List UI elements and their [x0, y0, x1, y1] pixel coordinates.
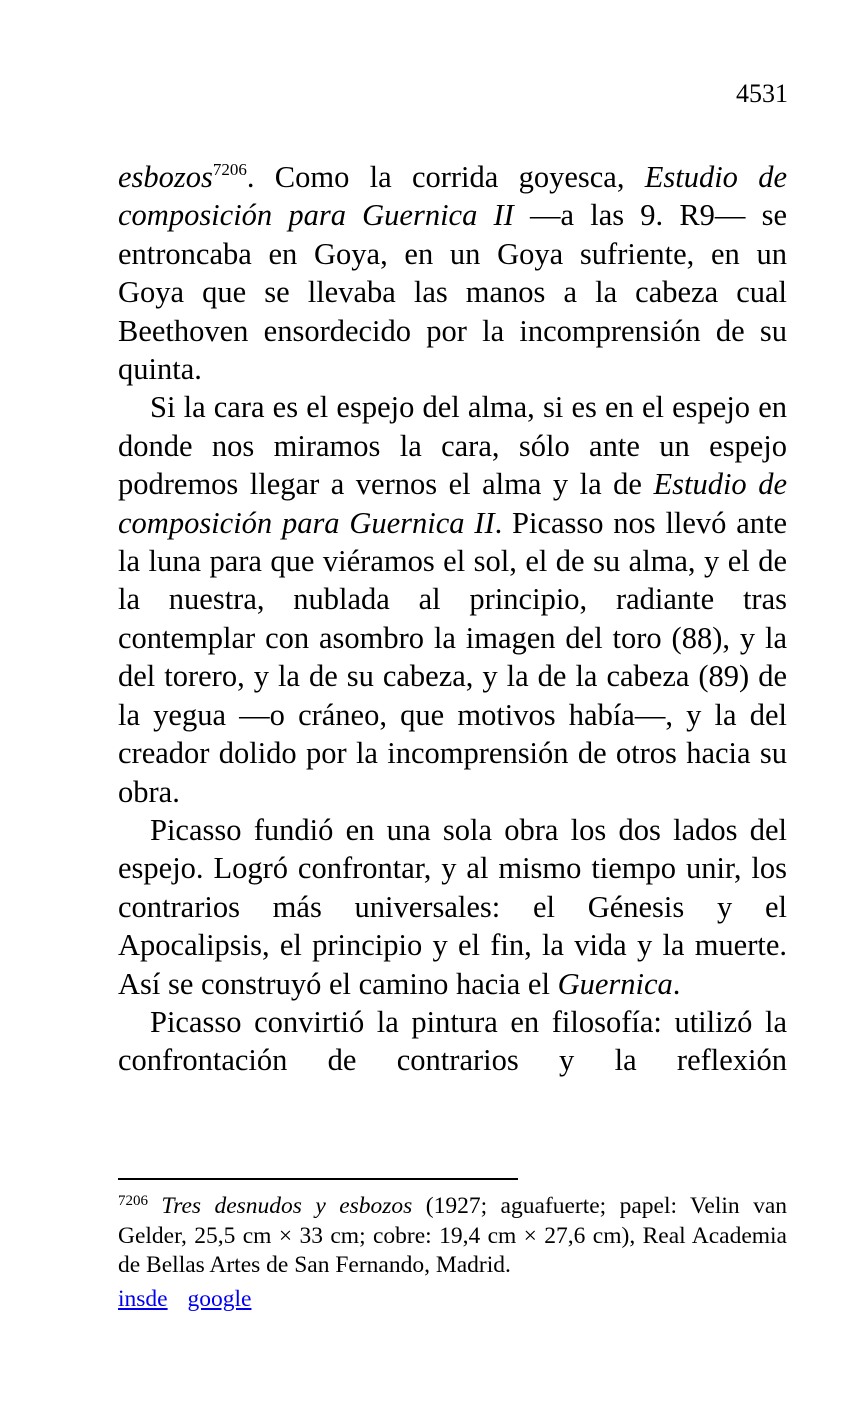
italic-title: Estudio de composición para Guernica II — [118, 160, 787, 233]
footnote-divider — [118, 1178, 518, 1180]
paragraph-text: . Picasso nos llevó ante la luna para que viéramos el sol, el de su alma, y el de la nuestra, nublada al principio, radiante tras contemplar con asombro la imagen del toro (88), y la del torero, y la de su cabeza, y la de la cabeza (89) de la yegua —o cráneo, que motivos había—, y la del creador dolido por la incomprensión de otros hacia su obra. — [118, 505, 788, 809]
paragraph-text: Picasso fundió en una sola obra los dos lados del espejo. Logró confrontar, y al mismo tiempo unir, los contrarios más universales: el Génesis y el Apocalipsis, el principio y el fin, la vida y la muerte. Así se construyó el camino hacia el — [118, 812, 787, 1001]
footnote-text: (1927; aguafuerte; papel: Velin van Gelder, 25,5 cm × 33 cm; cobre: 19,4 cm × 27,6 cm), Real Academia de Bellas Artes de San Fernando, Madrid. — [118, 1193, 787, 1278]
links-row — [118, 1285, 265, 1314]
footnote-number: 7206 — [118, 1193, 148, 1209]
paragraph-2 — [118, 388, 787, 810]
footnote-reference[interactable]: 7206 — [212, 160, 247, 179]
footnote-title: Tres desnudos y esbozos — [161, 1193, 413, 1219]
paragraph-1 — [118, 158, 787, 388]
italic-title: Estudio de composición para Guernica II — [118, 467, 787, 540]
insde-link[interactable]: insde — [118, 1286, 168, 1312]
body-text — [118, 158, 787, 1080]
footnote — [118, 1192, 787, 1281]
google-link[interactable]: google — [187, 1286, 252, 1312]
page-number: 4531 — [736, 79, 788, 108]
paragraph-text: . Como la corrida goyesca, — [246, 160, 645, 194]
paragraph-text: Si la cara es el espejo del alma, si es en el espejo en donde nos miramos la cara, sólo ante un espejo podremos llegar a vernos el alma y la de — [118, 390, 787, 502]
paragraph-text: Picasso convirtió la pintura en filosofía: utilizó la confrontación de contrarios y la reflexión — [118, 1004, 787, 1078]
paragraph-text: —a las 9. R9— se entroncaba en Goya, en un Goya sufriente, en un Goya que se llevaba las manos a la cabeza cual Beethoven ensordecido por la incomprensión de su quinta. — [118, 198, 787, 387]
paragraph-4 — [118, 1003, 787, 1080]
italic-title: Guernica — [557, 966, 673, 1001]
paragraph-text: . — [672, 966, 681, 1001]
italic-text: esbozos — [118, 160, 213, 194]
paragraph-3 — [118, 811, 787, 1003]
